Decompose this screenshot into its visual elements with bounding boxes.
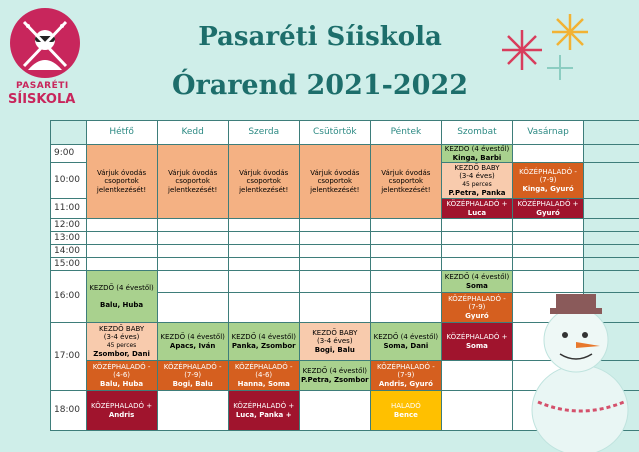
time-label: 13:00 — [51, 232, 87, 245]
preschool-cell-tuesday: Várjuk óvodás csoportok jelentkezését! — [157, 145, 228, 219]
class-cell: KÖZÉPHALADÓ + Soma — [441, 323, 512, 361]
preschool-cell-thursday: Várjuk óvodás csoportok jelentkezését! — [299, 145, 370, 219]
logo-text-bottom: SÍISKOLA — [8, 92, 76, 107]
class-cell: KÖZÉPHALADÓ + Gyuró — [513, 199, 584, 219]
time-label: 9:00 — [51, 145, 87, 163]
school-title: Pasaréti Síiskola — [198, 22, 442, 52]
class-cell: KEZDŐ (4 évestől) Soma, Dani — [370, 323, 441, 361]
snowman-decoration — [520, 290, 630, 452]
time-label: 11:00 — [51, 199, 87, 219]
time-label: 15:00 — [51, 258, 87, 271]
class-cell: KÖZÉPHALADÓ + Luca — [441, 199, 512, 219]
snowflake-decoration — [500, 10, 600, 80]
class-cell: KEZDŐ (4 évestől) Kinga, Barbi — [441, 145, 512, 163]
spacer-cell — [584, 145, 639, 163]
preschool-cell-wednesday: Várjuk óvodás csoportok jelentkezését! — [228, 145, 299, 219]
corner-cell — [51, 121, 87, 145]
class-cell: KEZDŐ BABY (3-4 éves) 45 perces P.Petra, Panka — [441, 163, 512, 199]
day-header-friday: Péntek — [370, 121, 441, 145]
time-label: 10:00 — [51, 163, 87, 199]
class-cell: KÖZÉPHALADÓ + Luca, Panka + — [228, 391, 299, 431]
spacer-cell — [584, 121, 639, 145]
time-label: 12:00 — [51, 219, 87, 232]
timetable-title: Órarend 2021-2022 — [171, 70, 469, 101]
class-cell: KÖZÉPHALADÓ - (7-9) Bogi, Balu — [157, 361, 228, 391]
time-label: 16:00 — [51, 271, 87, 323]
empty-cell — [513, 145, 584, 163]
class-cell: KEZDŐ BABY (3-4 éves) Bogi, Balu — [299, 323, 370, 361]
class-cell: KÖZÉPHALADÓ - (7-9) Gyuró — [441, 293, 512, 323]
spacer-cell — [584, 163, 639, 199]
time-label: 18:00 — [51, 391, 87, 431]
day-header-saturday: Szombat — [441, 121, 512, 145]
logo-text-top: PASARÉTI — [16, 81, 69, 91]
day-header-sunday: Vasárnap — [513, 121, 584, 145]
class-cell: KEZDŐ (4 évestől) Panka, Zsombor — [228, 323, 299, 361]
class-cell: KEZDŐ (4 évestől) Apacs, Iván — [157, 323, 228, 361]
spacer-cell — [584, 199, 639, 219]
class-cell: KÖZÉPHALADÓ - (4-6) Balu, Huba — [86, 361, 157, 391]
class-cell: KEZDŐ (4 évestől) Balu, Huba — [86, 271, 157, 323]
logo-badge — [10, 8, 80, 78]
preschool-cell-friday: Várjuk óvodás csoportok jelentkezését! — [370, 145, 441, 219]
class-cell: KÖZÉPHALADÓ - (7-9) Andris, Gyuró — [370, 361, 441, 391]
school-logo — [6, 8, 96, 118]
day-header-thursday: Csütörtök — [299, 121, 370, 145]
class-cell: KÖZÉPHALADÓ + Andris — [86, 391, 157, 431]
day-header-wednesday: Szerda — [228, 121, 299, 145]
class-cell: KÖZÉPHALADÓ - (4-6) Hanna, Soma — [228, 361, 299, 391]
class-cell: KEZDŐ (4 évestől) Soma — [441, 271, 512, 293]
class-cell: KEZDŐ BABY (3-4 éves) 45 perces Zsombor, Dani — [86, 323, 157, 361]
day-header-monday: Hétfő — [86, 121, 157, 145]
class-cell: HALADÓ Bence — [370, 391, 441, 431]
time-label: 14:00 — [51, 245, 87, 258]
class-cell: KEZDŐ (4 évestől) P.Petra, Zsombor — [299, 361, 370, 391]
preschool-cell-monday: Várjuk óvodás csoportok jelentkezését! — [86, 145, 157, 219]
time-label: 17:00 — [51, 323, 87, 391]
day-header-tuesday: Kedd — [157, 121, 228, 145]
class-cell: KÖZÉPHALADÓ - (7-9) Kinga, Gyuró — [513, 163, 584, 199]
